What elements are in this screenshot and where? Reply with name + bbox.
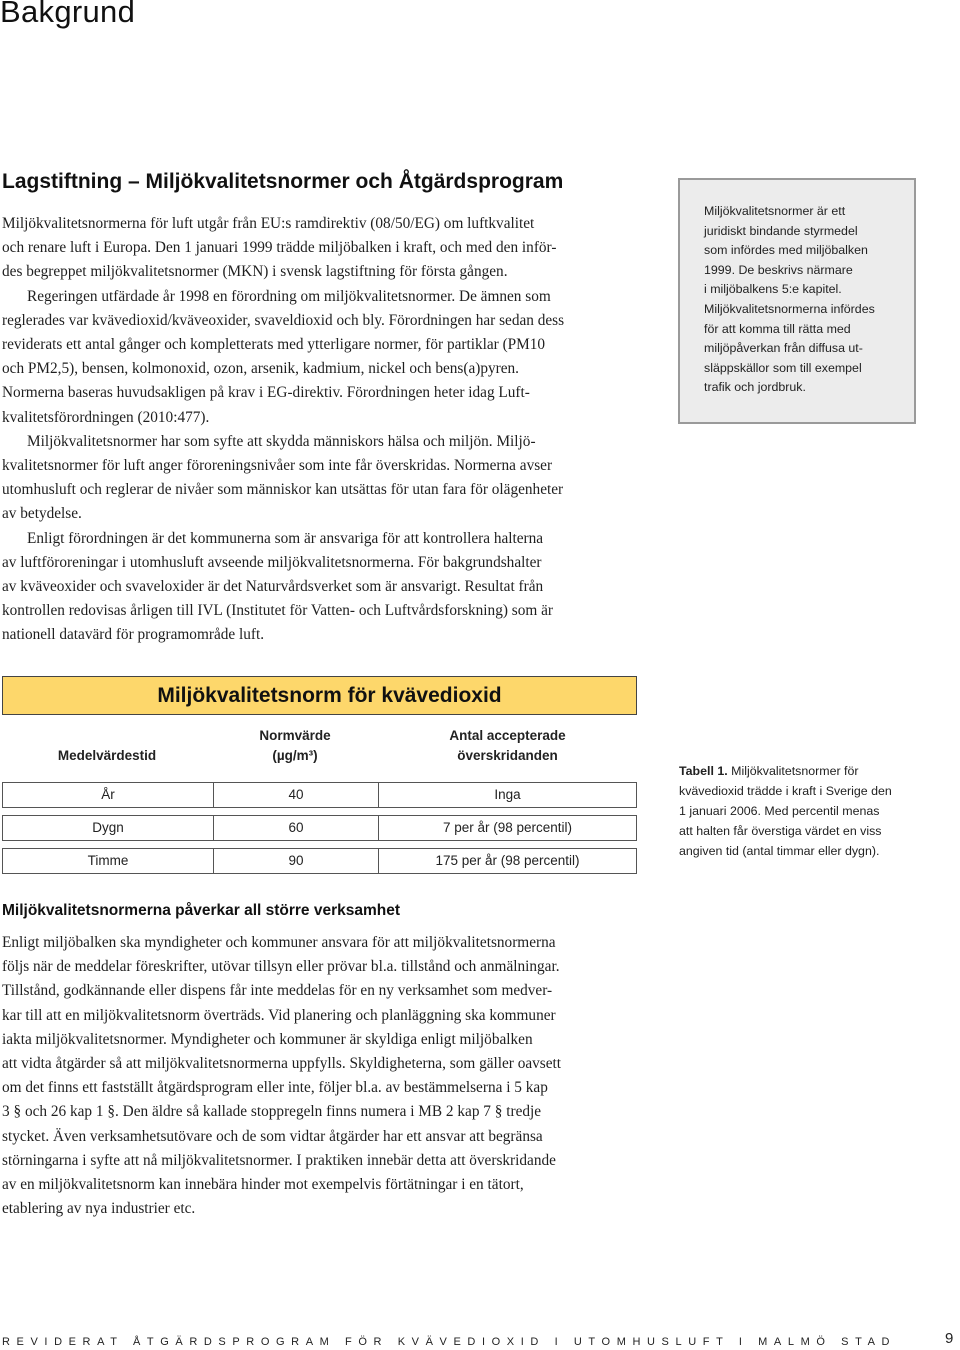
text-line: Enligt förordningen är det kommunerna som är ansvariga för att kontrollera halterna bbox=[27, 529, 544, 547]
table-row bbox=[2, 782, 637, 808]
header-line: Normvärde bbox=[259, 728, 331, 743]
text-line: kvalitetsnormer för luft anger föroreningsnivåer som inte får överskridas. Normerna avser bbox=[2, 457, 553, 475]
table-title bbox=[2, 676, 637, 715]
body-paragraph bbox=[2, 527, 638, 648]
text-line: Tillstånd, godkännande eller dispens får inte meddelas för en ny verksamhet som medver- bbox=[2, 982, 553, 1000]
caption-label: Tabell 1. bbox=[679, 764, 728, 778]
text-line: störningarna i syfte att nå miljökvalitetsnormer. I praktiken innebär detta att överskridande bbox=[2, 1151, 556, 1169]
col-header-limit-value bbox=[212, 726, 378, 766]
caption-text bbox=[679, 761, 919, 861]
text-line: och PM2,5), bensen, kolmonoxid, ozon, arsenik, kadmium, nickel och bens(a)pyren. bbox=[2, 360, 520, 378]
body-paragraph bbox=[2, 212, 638, 285]
table-title-text: Miljökvalitetsnorm för kvävedioxid bbox=[157, 684, 502, 707]
header-line: (µg/m³) bbox=[272, 748, 318, 763]
text-line: att halten får överstiga värdet en viss bbox=[679, 824, 882, 838]
footer-title: REVIDERAT ÅTGÄRDSPROGRAM FÖR KVÄVEDIOXID I UTOMHUSLUFT I MALMÖ STAD bbox=[2, 1336, 897, 1348]
text-line: miljöpåverkan från diffusa ut- bbox=[704, 341, 863, 356]
text-line: Miljökvalitetsnormerna infördes bbox=[704, 301, 875, 316]
text-line: av kväveoxider och svaveloxider är det Naturvårdsverket som är ansvarigt. Resultat från bbox=[2, 578, 544, 596]
table-cell: Timme bbox=[87, 853, 129, 868]
body-paragraph bbox=[2, 931, 638, 1221]
text-line: som infördes med miljöbalken bbox=[704, 243, 868, 258]
text-line: stycket. Även verksamhetsutövare och de som vidtar åtgärder har ett ansvar att begränsa bbox=[2, 1127, 543, 1145]
text-line: angiven tid (antal timmar eller dygn). bbox=[679, 844, 880, 858]
text-line: reglerades var kvävedioxid/kväveoxider, svaveldioxid och bly. Förordningen har sedan dess bbox=[2, 311, 565, 329]
text-line: i miljöbalkens 5:e kapitel. bbox=[704, 282, 842, 297]
header-line: Antal accepterade bbox=[449, 728, 566, 743]
text-line: om det finns ett fastställt åtgärdsprogram eller inte, följer bl.a. av bestämmelserna i 5 kap bbox=[2, 1079, 548, 1097]
table-cell: 60 bbox=[213, 816, 379, 840]
table-cell: 40 bbox=[213, 783, 379, 807]
text-line: Miljökvalitetsnormerna för luft utgår från EU:s ramdirektiv (08/50/EG) om luftkvalitet bbox=[2, 215, 535, 232]
section-heading: Lagstiftning – Miljökvalitetsnormer och Åtgärdsprogram bbox=[2, 170, 564, 193]
text-line: släppskällor som till exempel bbox=[704, 360, 862, 375]
text-line: av betydelse. bbox=[2, 505, 82, 523]
text-line: 1 januari 2006. Med percentil menas bbox=[679, 804, 880, 818]
text-line: kvävedioxid trädde i kraft i Sverige den bbox=[679, 784, 892, 798]
text-line: Miljökvalitetsnormer är ett bbox=[704, 204, 846, 218]
info-sidebar-box bbox=[678, 178, 916, 424]
text-line: iakta miljökvalitetsnormer. Myndigheter och kommuner är skyldiga enligt miljöbalken bbox=[2, 1030, 533, 1048]
text-line: reviderats ett antal gånger och kompletterats med ytterligare normer, för partiklar (PM10 bbox=[2, 336, 546, 354]
table-cell: Dygn bbox=[92, 820, 124, 835]
no2-standard-table bbox=[2, 676, 637, 874]
table-cell: 90 bbox=[213, 849, 379, 873]
page-title: Bakgrund bbox=[0, 0, 136, 29]
text-line: des begreppet miljökvalitetsnormer (MKN) i svensk lagstiftning för första gången. bbox=[2, 263, 508, 281]
table-cell: 7 per år (98 percentil) bbox=[442, 820, 573, 835]
text-line: av en miljökvalitetsnorm kan innebära hinder mot exempelvis förtätningar i en tätort, bbox=[2, 1176, 524, 1194]
table-row bbox=[2, 848, 637, 874]
table-caption bbox=[679, 761, 919, 861]
table-cell: 175 per år (98 percentil) bbox=[435, 853, 580, 868]
text-line: följs när de meddelar föreskrifter, utövar tillsyn eller prövar bl.a. tillstånd och anmälningar. bbox=[2, 958, 560, 976]
text-line: Enligt miljöbalken ska myndigheter och kommuner ansvara för att miljökvalitetsnormerna bbox=[2, 934, 556, 951]
header-line: överskridanden bbox=[457, 748, 558, 763]
text-line: etablering av nya industrier etc. bbox=[2, 1200, 196, 1218]
text-line: Miljökvalitetsnormer för bbox=[731, 764, 859, 778]
text-line: Normerna baseras huvudsakligen på krav i EG-direktiv. Förordningen heter idag Luft- bbox=[2, 384, 530, 402]
sidebar-text bbox=[704, 202, 900, 398]
table-row bbox=[2, 815, 637, 841]
text-line: kontrollen redovisas årligen till IVL (Institutet för Vatten- och Luftvårdsforskning) som är bbox=[2, 602, 553, 620]
text-line: 3 § och 26 kap 1 §. Den äldre så kallade stoppregeln finns numera i MB 2 kap 7 § tredje bbox=[2, 1103, 542, 1121]
section2-heading: Miljökvalitetsnormerna påverkar all större verksamhet bbox=[2, 902, 401, 919]
col-header-averaging-time: Medelvärdestid bbox=[57, 748, 157, 763]
body-paragraph bbox=[2, 430, 638, 527]
page-number: 9 bbox=[945, 1330, 954, 1347]
text-line: att vidta åtgärder så att miljökvalitetsnormerna uppfylls. Skyldigheterna, som gäller oavsett bbox=[2, 1055, 562, 1073]
text-line: av luftföroreningar i utomhusluft avseende miljökvalitetsnormerna. För bakgrundshalter bbox=[2, 553, 542, 571]
text-line: för att komma till rätta med bbox=[704, 321, 851, 336]
text-line: trafik och jordbruk. bbox=[704, 380, 806, 395]
text-line: och renare luft i Europa. Den 1 januari 1999 trädde miljöbalken i kraft, och med den inför- bbox=[2, 239, 557, 257]
col-header-exceedances bbox=[378, 726, 637, 766]
body-text bbox=[2, 212, 638, 648]
section2-body bbox=[2, 931, 638, 1221]
text-line: kar till att en miljökvalitetsnorm överträds. Vid planering och planläggning ska kommuner bbox=[2, 1006, 556, 1024]
table-cell: Inga bbox=[494, 787, 521, 802]
text-line: utomhusluft och reglerar de nivåer som människor kan utsättas för utan fara för olägenheter bbox=[2, 481, 564, 499]
table-cell: År bbox=[101, 787, 115, 802]
text-line: nationell datavärd för programområde luft. bbox=[2, 626, 265, 644]
text-line: 1999. De beskrivs närmare bbox=[704, 262, 853, 277]
text-line: kvalitetsförordningen (2010:477). bbox=[2, 408, 210, 426]
text-line: Miljökvalitetsnormer har som syfte att skydda människors hälsa och miljön. Miljö- bbox=[27, 432, 536, 450]
text-line: juridiskt bindande styrmedel bbox=[704, 223, 858, 238]
text-line: Regeringen utfärdade år 1998 en förordning om miljökvalitetsnormer. De ämnen som bbox=[27, 287, 551, 305]
body-paragraph bbox=[2, 285, 638, 430]
table-column-headers bbox=[2, 715, 637, 773]
